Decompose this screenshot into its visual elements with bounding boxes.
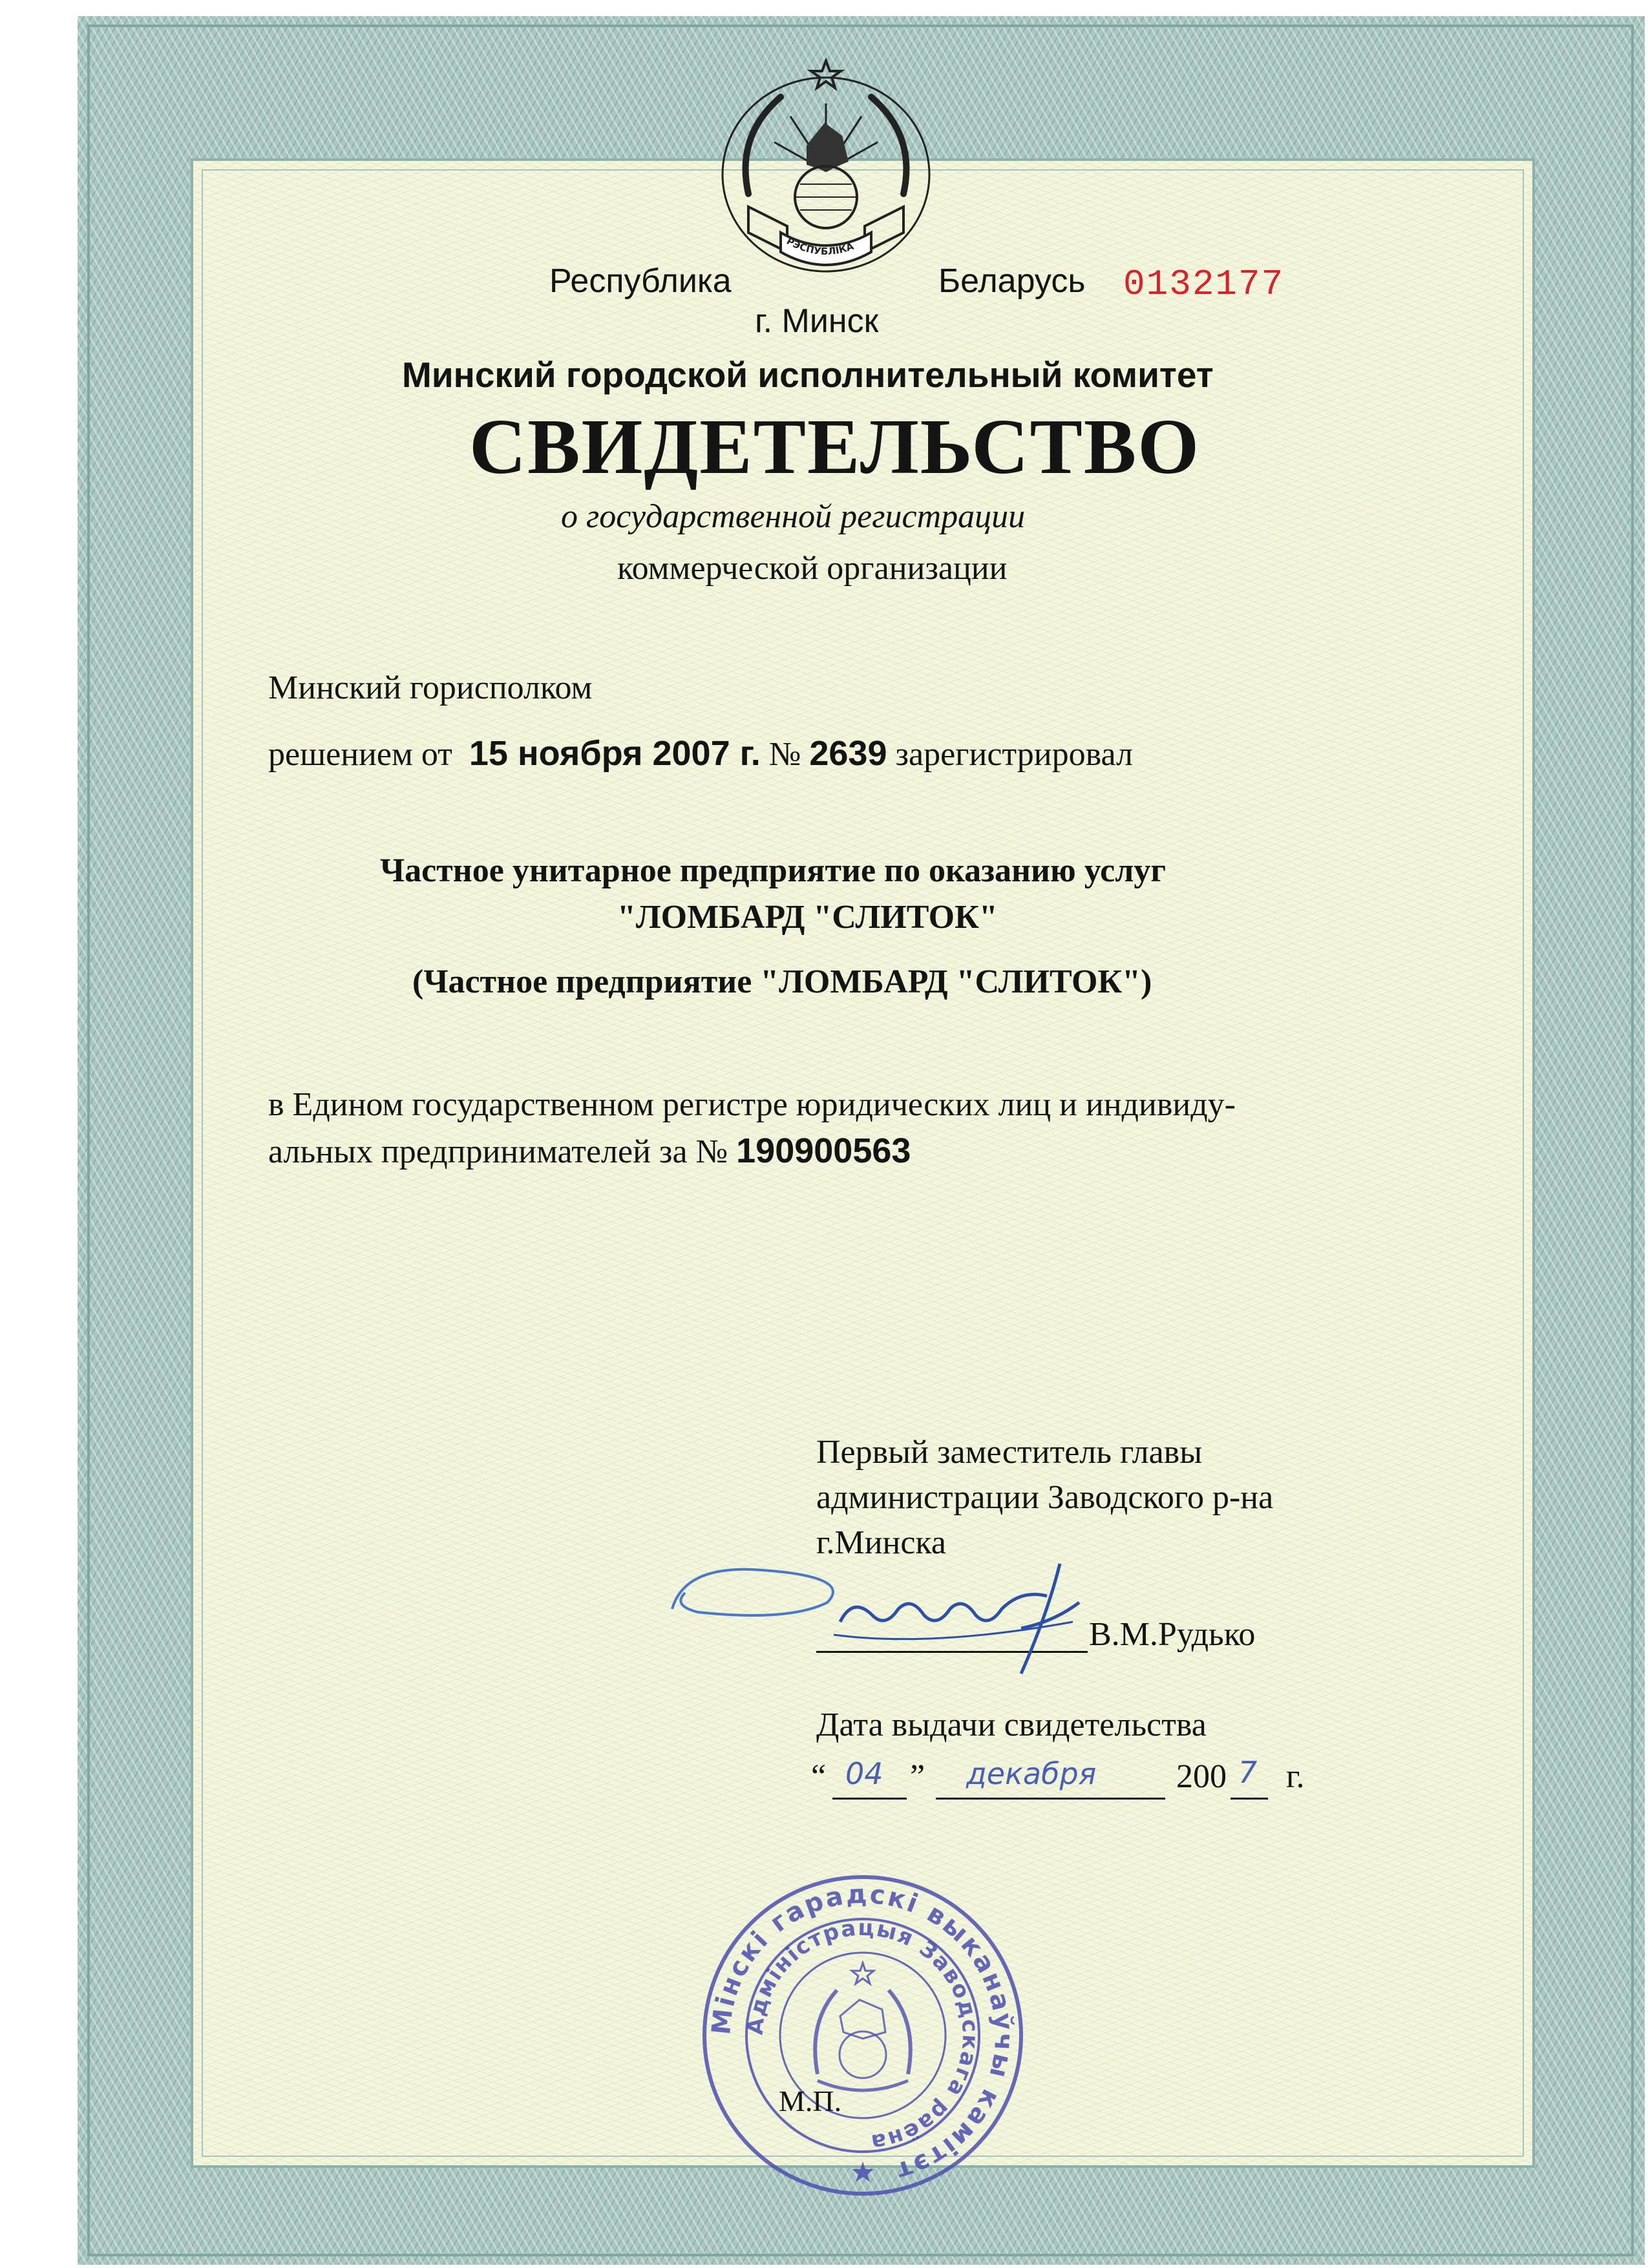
emblem-ribbon-text: РЭСПУБЛІКА	[785, 235, 856, 258]
register-line2	[268, 1131, 911, 1171]
signatory-position-line2: администрации Заводского р-на	[816, 1479, 1274, 1516]
official-round-stamp-icon	[695, 1867, 1031, 2203]
organization-short-name: (Частное предприятие "ЛОМБАРД "СЛИТОК")	[412, 963, 1152, 1000]
city-label: г. Минск	[755, 302, 879, 340]
decision-line	[268, 733, 1133, 773]
issue-date-open-quote: “	[811, 1758, 827, 1795]
issue-year-digit: 7	[1238, 1755, 1258, 1790]
issue-year-prefix: 200	[1176, 1758, 1227, 1795]
serial-number: 0132177	[1123, 264, 1285, 305]
register-number: 190900563	[736, 1131, 911, 1170]
country-right-label: Беларусь	[938, 262, 1086, 300]
decision-suffix: зарегистрировал	[895, 736, 1133, 773]
country-left-label: Республика	[549, 262, 732, 300]
signatory-position-line1: Первый заместитель главы	[816, 1434, 1203, 1471]
issue-year-suffix: г.	[1286, 1758, 1305, 1795]
decision-prefix: решением от	[268, 736, 452, 773]
decision-number: 2639	[809, 734, 887, 773]
stamp-outer-text: Мінскі гарадскі выканаўчы камітэт	[706, 1879, 1019, 2187]
issue-date-label: Дата выдачи свидетельства	[816, 1706, 1207, 1743]
register-prefix: альных предпринимателей за №	[268, 1133, 728, 1170]
signatory-name: В.М.Рудько	[1089, 1616, 1256, 1653]
svg-text:Адміністрацыя Заводскага раёна	[742, 1915, 983, 2156]
issue-year-line	[1231, 1798, 1268, 1800]
document-subtitle: о государственной регистрации	[561, 498, 1026, 535]
organization-type: коммерческой организации	[617, 550, 1008, 587]
organization-full-name-line2: "ЛОМБАРД "СЛИТОК"	[617, 899, 998, 936]
issue-month: декабря	[966, 1756, 1097, 1791]
issue-month-line	[936, 1798, 1165, 1800]
authority-line: Минский горисполком	[268, 669, 593, 706]
issuer-name: Минский городской исполнительный комитет	[402, 355, 1214, 395]
issue-date-close-quote: ”	[910, 1758, 925, 1795]
decision-date: 15 ноября 2007 г.	[469, 734, 761, 773]
stamp-inner-text: Адміністрацыя Заводскага раёна	[742, 1915, 984, 2156]
decision-number-sign: №	[768, 736, 801, 773]
organization-full-name-line1: Частное унитарное предприятие по оказанию услуг	[380, 852, 1166, 889]
stamp-place-label: М.П.	[779, 2084, 842, 2117]
handwritten-signature-icon	[659, 1525, 1125, 1686]
signatory-position-line3: г.Минска	[816, 1524, 946, 1561]
issue-day-line	[832, 1798, 907, 1800]
register-line1: в Едином государственном регистре юридических лиц и индивиду-	[268, 1086, 1236, 1123]
belarus-coat-of-arms-icon	[710, 58, 942, 278]
issue-day: 04	[845, 1756, 883, 1791]
document-title: СВИДЕТЕЛЬСТВО	[469, 403, 1201, 490]
